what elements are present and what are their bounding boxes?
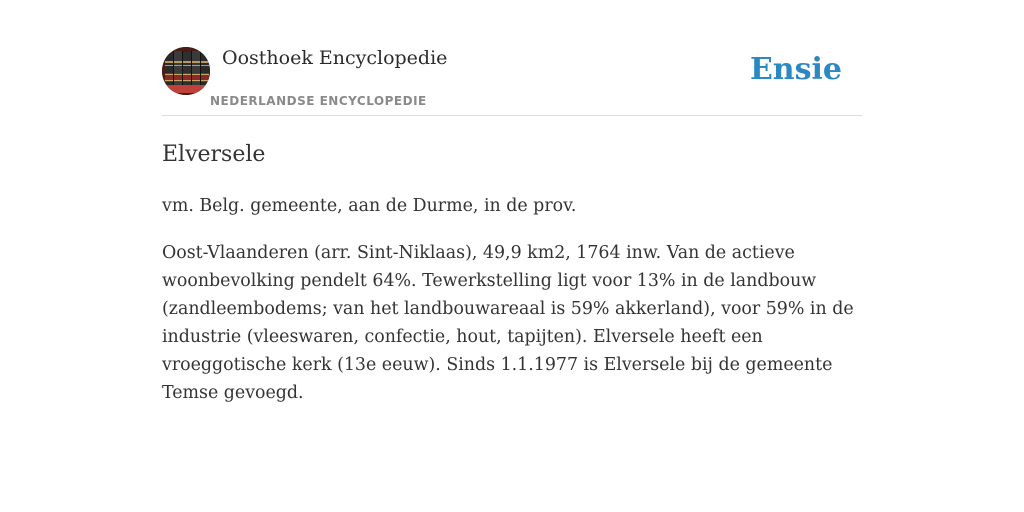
article-title: Elversele	[162, 142, 266, 167]
article-paragraph: Oost-Vlaanderen (arr. Sint-Niklaas), 49,9 km2, 1764 inw. Van de actieve woonbevolking pendelt 64%. Tewerkstelling ligt voor 13% in de landbouw (zandleembodems; van het landbouwareaal is 59% akkerland), voor 59% in de industrie (vleeswaren, confectie, hout, tapijten). Elversele heeft een vroeggotische kerk (13e eeuw). Sinds 1.1.1977 is Elversele bij de gemeente Temse gevoegd.	[162, 243, 854, 403]
site-subtitle: NEDERLANDSE ENCYCLOPEDIE	[210, 94, 427, 108]
brand-logo[interactable]: Ensie	[749, 52, 842, 87]
site-name[interactable]: Oosthoek Encyclopedie	[222, 47, 448, 69]
book-spines-icon[interactable]	[162, 47, 210, 95]
header-divider	[162, 115, 862, 116]
article-paragraph: vm. Belg. gemeente, aan de Durme, in de prov.	[162, 196, 577, 216]
site-header	[162, 46, 862, 116]
